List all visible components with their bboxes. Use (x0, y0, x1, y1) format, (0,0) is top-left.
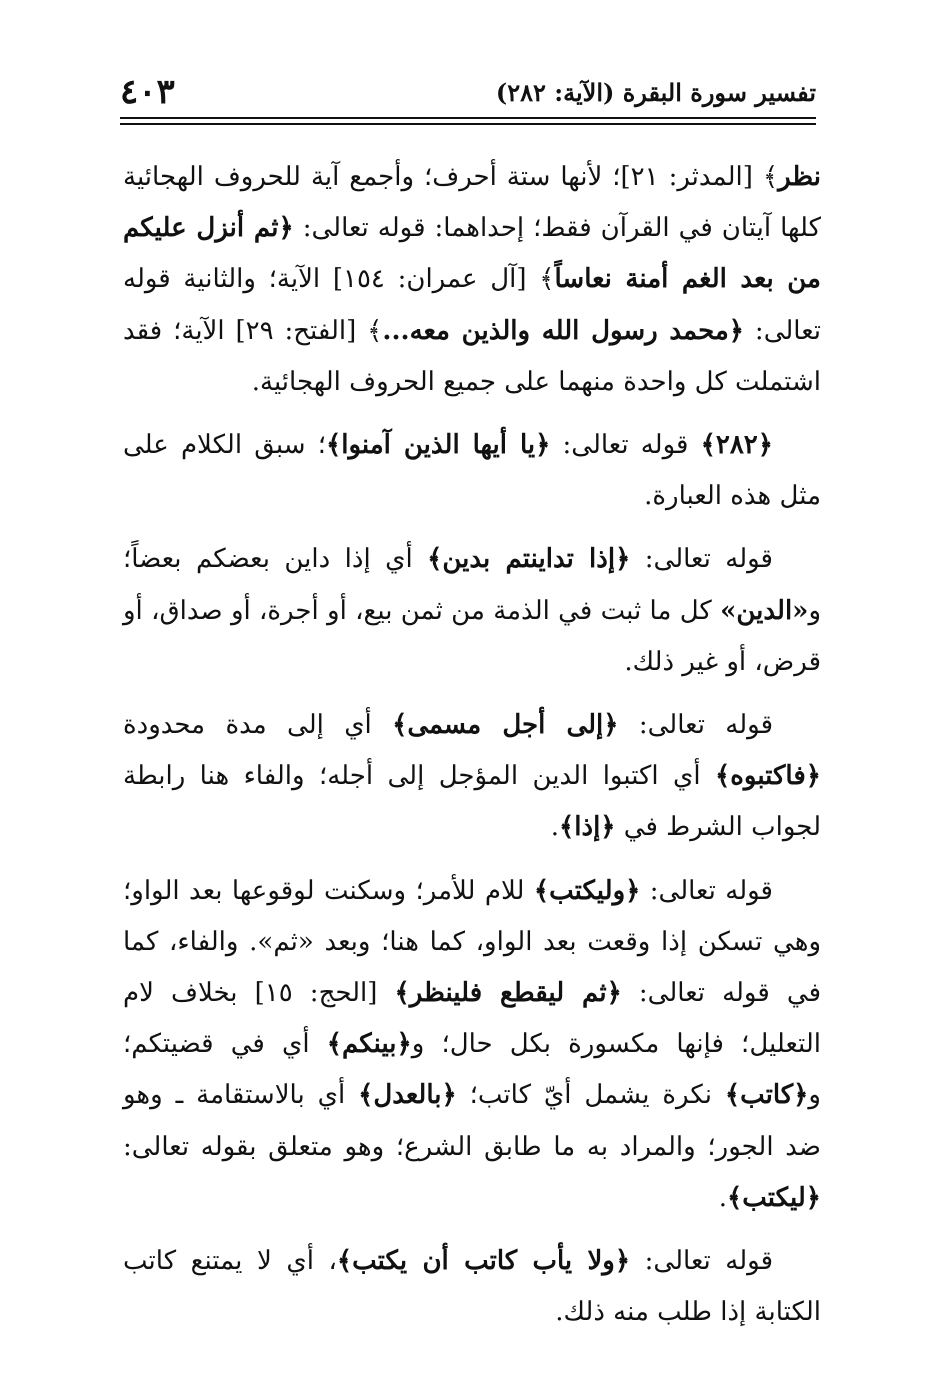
body-text: كل ما ثبت في الذمة من ثمن بيع، أو أجرة، أو صداق، أو قرض، أو غير ذلك. (123, 595, 821, 677)
paragraph (123, 700, 821, 854)
quran-quote: ﴿إذا تداينتم بدين﴾ (427, 544, 631, 575)
body-text: أي اكتبوا الدين المؤجل إلى أجله؛ والفاء هنا رابطة لجواب الشرط في (123, 761, 821, 843)
paragraph (123, 866, 821, 1224)
body-text: للام للأمر؛ وسكنت لوقوعها بعد الواو؛ وهي تسكن إذا وقعت بعد الواو، كما هنا؛ وبعد «ثم». والفاء، كما في قوله تعالى: (123, 875, 821, 1009)
body-text: أي بالاستقامة ـ وهو ضد الجور؛ والمراد به ما طابق الشرع؛ وهو متعلق بقوله تعالى: (123, 1080, 821, 1162)
quran-quote: ﴿بالعدل﴾ (358, 1080, 457, 1111)
header-rule-top (120, 117, 816, 119)
body-text: [الحج: ١٥] بخلاف لام التعليل؛ فإنها مكسورة بكل حال؛ و (123, 978, 821, 1060)
quran-quote: ﴿وليكتب﴾ (533, 875, 641, 906)
paragraph (123, 420, 821, 522)
quran-quote: ﴿ولا يأب كاتب أن يكتب﴾ (336, 1246, 631, 1277)
quran-quote: ﴿يا أيها الذين آمنوا﴾ (326, 430, 551, 461)
page-number: ٤٠٣ (120, 72, 175, 112)
body-text: . (550, 812, 560, 843)
quran-quote: ﴿إلى أجل مسمى﴾ (392, 710, 619, 741)
body-text: ﴾ [المدثر: ٢١]؛ لأنها ستة أحرف؛ وأجمع آية للحروف الهجائية كلها آيتان في القرآن فقط؛ إحداهما: قوله تعالى: (123, 162, 821, 244)
quran-quote: ﴿كاتب﴾ (724, 1080, 809, 1111)
paragraph (123, 152, 821, 408)
body-text: قوله تعالى: (618, 710, 773, 741)
header-rule-bottom (120, 123, 816, 125)
quran-quote: ﴿إذا﴾ (559, 812, 616, 843)
page-body (123, 152, 821, 1350)
page-header (120, 72, 816, 114)
body-text: أي في قضيتكم؛ و (123, 1029, 821, 1111)
quran-quote: ﴿٢٨٢﴾ (700, 430, 774, 461)
quran-quote: ﴿محمد رسول الله والذين معه... (382, 315, 745, 346)
quran-quote: ﴿فاكتبوه﴾ (715, 761, 821, 792)
body-text: ، أي لا يمتنع كاتب الكتابة إذا طلب منه ذلك. (123, 1246, 821, 1328)
paragraph (123, 534, 821, 688)
quran-quote: نظر (778, 162, 821, 192)
paragraph (123, 1236, 821, 1338)
quran-quote: ﴿ثم أنزل عليكم من بعد الغم أمنة نعاساً (123, 213, 821, 295)
body-text: قوله تعالى: (630, 544, 773, 575)
quran-quote: ﴿ليكتب﴾ (727, 1182, 821, 1213)
body-text: أي إلى مدة محدودة (123, 710, 393, 741)
quran-quote: ﴿ثم ليقطع فلينظر﴾ (394, 978, 622, 1009)
body-text: ﴾ [الفتح: ٢٩] الآية؛ فقد اشتملت كل واحدة منهما على جميع الحروف الهجائية. (123, 315, 821, 397)
quran-quote: ﴿بينكم﴾ (326, 1029, 412, 1060)
running-title: تفسير سورة البقرة (الآية: ٢٨٢) (495, 78, 816, 107)
body-text: ﴾ [آل عمران: ١٥٤] الآية؛ والثانية قوله تعالى: (123, 264, 821, 346)
body-text: ؛ سبق الكلام على مثل هذه العبارة. (123, 430, 821, 512)
body-text: قوله تعالى: (630, 1246, 773, 1277)
body-text: قوله تعالى: (550, 430, 701, 461)
body-text: . (718, 1182, 728, 1213)
body-text: قوله تعالى: (640, 875, 773, 906)
body-text: نكرة يشمل أيّ كاتب؛ (456, 1080, 725, 1111)
body-text: أي إذا داين بعضكم بعضاً؛ و (123, 544, 821, 626)
quran-quote: «الدين» (720, 595, 809, 626)
